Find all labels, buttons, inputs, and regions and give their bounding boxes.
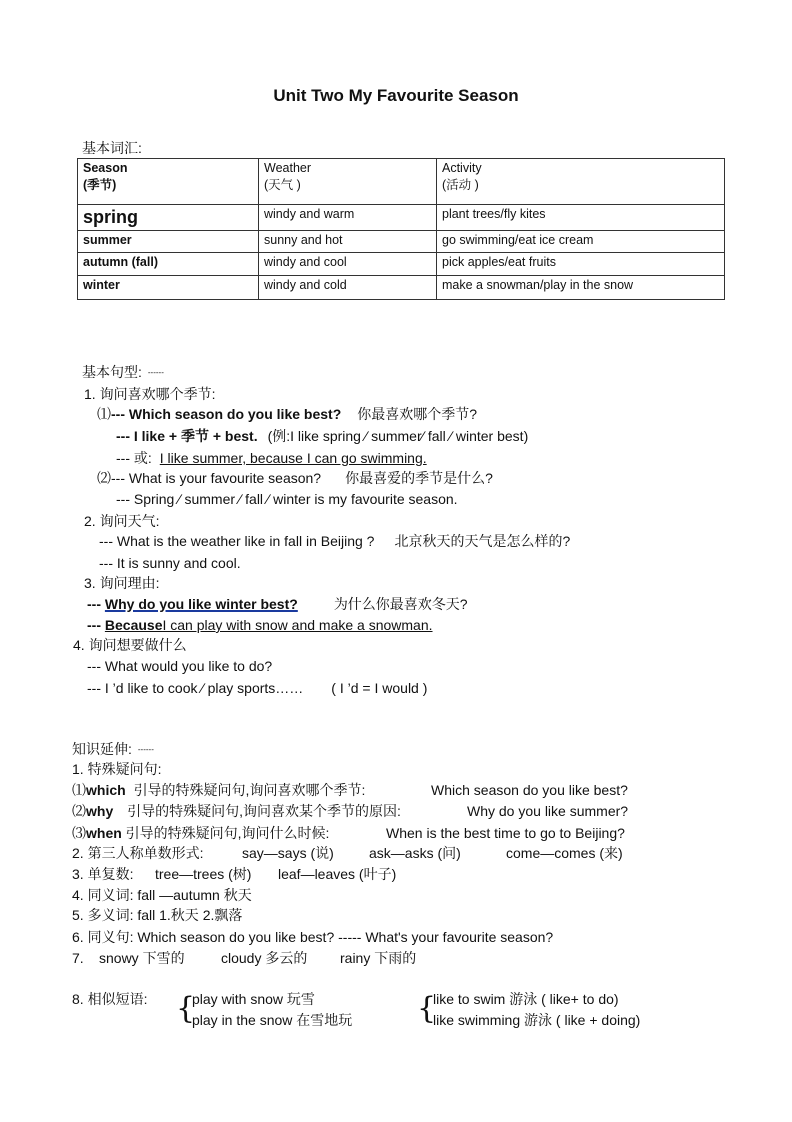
- sentences-heading: 基本句型: ------: [82, 364, 164, 380]
- e1a-line: ⑴which 引导的特殊疑问句,询问喜欢哪个季节: Which season do you like best?: [72, 782, 628, 798]
- activity-cell: plant trees/fly kites: [437, 205, 725, 231]
- e8-a1: play with snow 玩雪: [192, 991, 315, 1007]
- table-header-row: [78, 159, 725, 205]
- s2-title: 2. 询问天气:: [84, 513, 160, 529]
- e8-title: 8. 相似短语:: [72, 991, 148, 1007]
- weather-cell: windy and warm: [259, 205, 437, 231]
- s2-answer-line: --- It is sunny and cool.: [99, 555, 241, 571]
- e7-line: 7. snowy 下雪的 cloudy 多云的 rainy 下雨的: [72, 950, 417, 966]
- e6-line: 6. 同义句: Which season do you like best? ----- What's your favourite season?: [72, 929, 554, 945]
- table-row: [78, 253, 725, 276]
- e8-b2: like swimming 游泳 ( like + doing): [433, 1012, 641, 1028]
- brace-icon: {: [417, 991, 437, 1026]
- header-activity: Activity (活动 ): [437, 159, 725, 205]
- season-cell: winter: [78, 276, 259, 300]
- season-cell: autumn (fall): [78, 253, 259, 276]
- brace-icon: {: [176, 991, 196, 1026]
- s3-title: 3. 询问理由:: [84, 575, 160, 591]
- table-row: [78, 276, 725, 300]
- e8-a2: play in the snow 在雪地玩: [192, 1012, 353, 1028]
- s1a-question-line: ⑴--- Which season do you like best? 你最喜欢哪个季节?: [97, 406, 478, 422]
- s4-answer-line: --- I ’d like to cook ∕ play sports…… ( I ’d = I would ): [87, 680, 428, 696]
- page-title: Unit Two My Favourite Season: [273, 86, 519, 105]
- heading-dots: ------: [147, 368, 164, 378]
- e5-line: 5. 多义词: fall 1.秋天 2.飘落: [72, 907, 243, 923]
- s1b-answer-line: --- Spring ∕ summer ∕ fall ∕ winter is my favourite season.: [116, 491, 458, 507]
- header-weather: Weather (天气 ): [259, 159, 437, 205]
- s3-answer-line: --- BecauseI can play with snow and make a snowman.: [87, 617, 433, 633]
- weather-cell: sunny and hot: [259, 231, 437, 253]
- table-row: [78, 231, 725, 253]
- e1-title: 1. 特殊疑问句:: [72, 761, 162, 777]
- heading-dots: ------: [137, 745, 154, 755]
- season-cell: summer: [78, 231, 259, 253]
- e8-b1: like to swim 游泳 ( like+ to do): [433, 991, 619, 1007]
- s1b-question-line: ⑵--- What is your favourite season? 你最喜爱的季节是什么?: [97, 470, 493, 486]
- s2-question-line: --- What is the weather like in fall in Beijing ? 北京秋天的天气是怎么样的?: [99, 533, 571, 549]
- extension-heading: 知识延伸: ------: [72, 741, 154, 757]
- table-row: [78, 205, 725, 231]
- weather-cell: windy and cool: [259, 253, 437, 276]
- e1b-line: ⑵why 引导的特殊疑问句,询问喜欢某个季节的原因: Why do you like summer?: [72, 803, 629, 819]
- season-cell: spring: [78, 205, 259, 231]
- e4-line: 4. 同义词: fall —autumn 秋天: [72, 887, 252, 903]
- vocab-table: [77, 158, 725, 300]
- s1a-answer-line: --- 或: I like summer, because I can go swimming.: [116, 450, 427, 466]
- s1-title: 1. 询问喜欢哪个季节:: [84, 386, 216, 402]
- weather-cell: windy and cold: [259, 276, 437, 300]
- header-season: Season (季节): [78, 159, 259, 205]
- e1c-line: ⑶when 引导的特殊疑问句,询问什么时候: When is the best time to go to Beijing?: [72, 825, 625, 841]
- s3-question-line: --- Why do you like winter best? 为什么你最喜欢冬天?: [87, 596, 468, 612]
- vocab-heading: 基本词汇:: [82, 140, 142, 156]
- s4-question-line: --- What would you like to do?: [87, 658, 273, 674]
- e3-line: 3. 单复数: tree—trees (树) leaf—leaves (叶子): [72, 866, 397, 882]
- activity-cell: make a snowman/play in the snow: [437, 276, 725, 300]
- s1a-pattern-line: --- I like + 季节 + best. (例:I like spring ∕ summer∕ fall ∕ winter best): [116, 428, 529, 444]
- s4-title: 4. 询问想要做什么: [73, 637, 187, 653]
- activity-cell: go swimming/eat ice cream: [437, 231, 725, 253]
- e2-line: 2. 第三人称单数形式: say—says (说) ask—asks (问) come—comes (来): [72, 845, 623, 861]
- activity-cell: pick apples/eat fruits: [437, 253, 725, 276]
